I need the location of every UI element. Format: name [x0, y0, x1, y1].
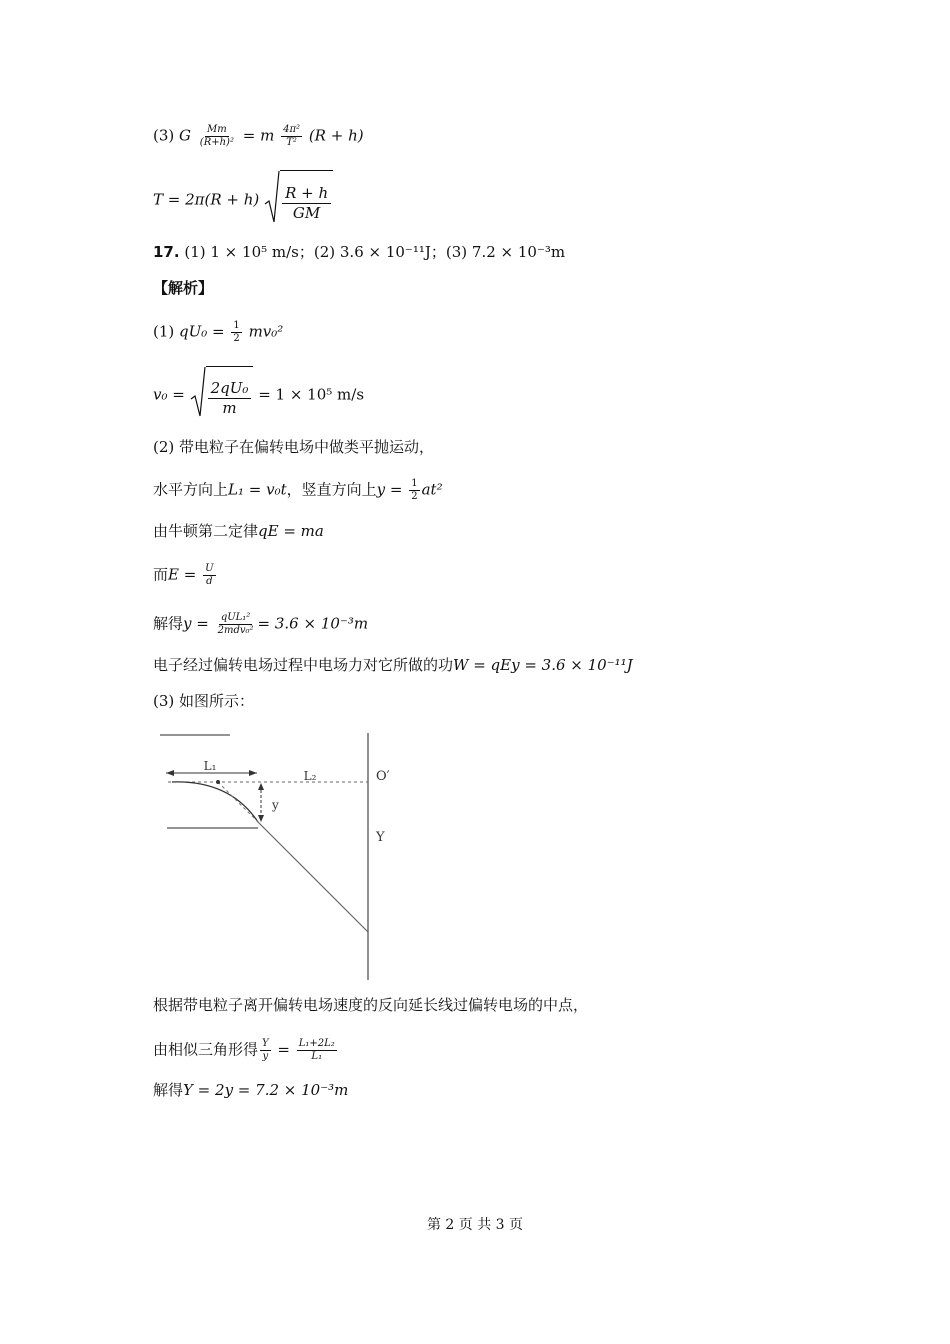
question-17-answer [153, 242, 565, 262]
sqrt-expression: $\frac{\text{2qU₀}}{m}$ [190, 366, 254, 425]
label-o-prime: O′ [376, 769, 390, 784]
backward-extension [218, 782, 258, 822]
label-y-small: y [272, 798, 279, 812]
similar-triangles: 由相似三角形得 $\frac{Y}{y}$ = $\frac{\text{L₁+2L₂}}{\text{L₁}}$ [153, 1038, 335, 1062]
page-footer: 第 2 页 共 3 页 [426, 1217, 524, 1233]
sqrt-expression: $\frac{R + h}{GM}$ [264, 170, 333, 231]
angular-fraction: $\frac{\text{4π²}}{\text{T²}}$ [283, 124, 301, 148]
field-equation: 而E = $\frac{U}{d}$ [153, 563, 214, 587]
analysis-heading: 【解析】 [153, 279, 214, 297]
answer-summary: (1) 1 × 10⁵ m/s；(2) 3.6 × 10⁻¹¹J；(3) 7.2 × 10⁻³m [184, 243, 566, 261]
part-2-intro: (2) 带电粒子在偏转电场中做类平抛运动， [153, 438, 435, 456]
energy-equation: (1) qU₀ = $\frac{1}{2}$ mv₀² [153, 320, 284, 344]
exit-path [258, 822, 368, 932]
motion-equations: 水平方向上L₁ = v₀t，竖直方向上y = $\frac{1}{2}$ at² [153, 478, 443, 502]
part-3-intro: (3) 如图所示： [153, 692, 255, 710]
newton-law: 由牛顿第二定律qE = ma [153, 522, 324, 540]
label-l1: L₁ [203, 759, 217, 773]
symbol-G: G [179, 126, 192, 145]
reasoning-text: 根据带电粒子离开偏转电场速度的反向延长线过偏转电场的中点， [153, 996, 589, 1014]
radical-sign [190, 366, 206, 418]
deflection-result: 解得y = $\frac{\text{qUL₁²}}{\text{2mdv₀²}}$ = 3.6 × 10⁻³m [153, 612, 369, 636]
question-number: 17. [153, 243, 180, 261]
period-lhs: T = 2π(R + h) [153, 190, 260, 209]
work-result: 电子经过偏转电场过程中电场力对它所做的功W = qEy = 3.6 × 10⁻¹¹J [153, 656, 633, 674]
radical-sign [264, 170, 280, 224]
equals-m: = m [242, 126, 275, 145]
mass-fraction: $\frac{Mm}{\text{(R+h)²}}$ [199, 124, 234, 148]
deflection-diagram [150, 725, 400, 987]
label-y-large: Y [376, 830, 385, 845]
period-equation [153, 170, 333, 231]
gravity-equation [153, 124, 364, 149]
part-label: (3) [153, 126, 175, 145]
label-l2: L₂ [303, 769, 317, 783]
radius-term: (R + h) [308, 126, 364, 145]
velocity-equation: v₀ = $\frac{\text{2qU₀}}{m}$ = 1 × 10⁵ m/s [153, 366, 364, 425]
trajectory-curve [172, 782, 258, 822]
final-result: 解得Y = 2y = 7.2 × 10⁻³m [153, 1081, 349, 1099]
